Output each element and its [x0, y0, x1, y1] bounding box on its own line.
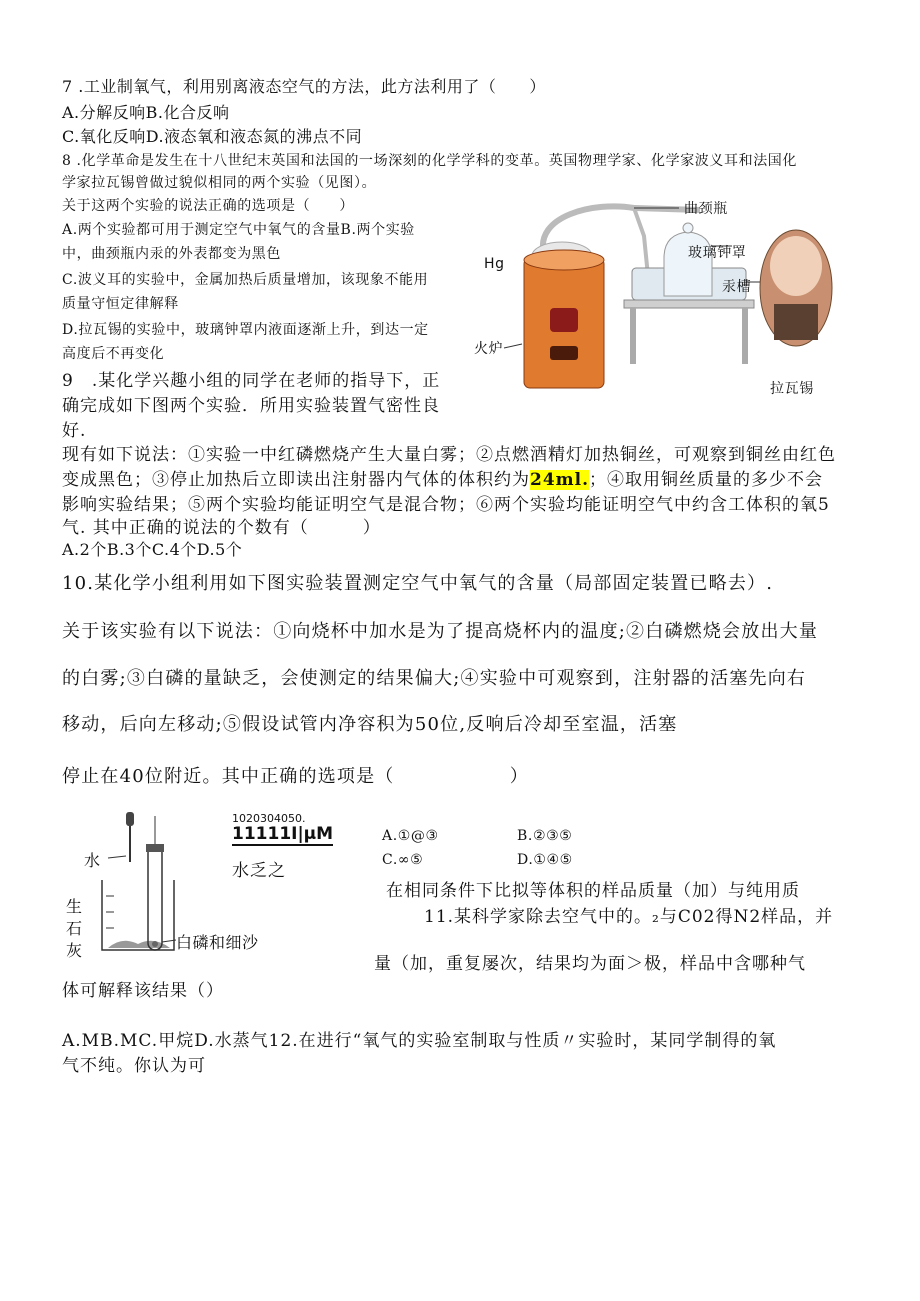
table-leg-left [630, 308, 636, 364]
label-quicklime-1: 生 [66, 897, 83, 916]
syringe-marks: 11111I|μM [232, 824, 334, 844]
table-top [624, 300, 754, 308]
test-tube-stopper [146, 844, 164, 852]
q8-stem-line1: 8 .化学革命是发生在十八世纪末英国和法国的一场深刻的化学学科的变革。英国物理学家、化学家波义耳和法国化 [62, 153, 798, 169]
q8-option-c-line2: 质量守恒定律解释 [62, 296, 179, 312]
syringe-scale: 1020304050. [232, 812, 306, 825]
lavoisier-apparatus-figure [474, 196, 844, 408]
q9-line7: 气. 其中正确的说法的个数有（ ） [62, 518, 381, 538]
q10-option-d: D.①④⑤ [517, 852, 573, 868]
q10-line4: 移动，后向左移动;⑤假设试管内净容积为50位,反响后冷却至室温，活塞 [62, 714, 678, 735]
q10-line2: 关于该实验有以下说法：①向烧杯中加水是为了提高烧杯内的温度;②白磷燃烧会放出大量 [62, 621, 819, 642]
white-phosphorus-sample [152, 941, 158, 947]
label-quicklime-3: 灰 [66, 941, 83, 960]
q9-highlight-volume: 24ml. [530, 470, 590, 490]
q7-stem: 7 .工业制氧气，利用别离液态空气的方法，此方法利用了（ ） [62, 77, 546, 96]
q8-option-a-line1: A.两个实验都可用于测定空气中氧气的含量B.两个实验 [62, 222, 415, 238]
q9-line1: 9 .某化学兴趣小组的同学在老师的指导下，正 [62, 371, 441, 391]
water-pointer [108, 856, 126, 858]
portrait-face [770, 236, 822, 296]
label-mercury-trough: 汞槽 [722, 279, 752, 295]
q8-ask: 关于这两个实验的说法正确的选项是（ ） [62, 198, 354, 214]
q9-line6: 影响实验结果；⑤两个实验均能证明空气是混合物；⑥两个实验均能证明空气中约含工体积的氧5 [62, 495, 830, 515]
q12-line2: 气不纯。你认为可 [62, 1056, 206, 1076]
q8-option-d-line2: 高度后不再变化 [62, 346, 165, 362]
table-leg-right [742, 308, 748, 364]
q9-line5-a: 变成黑色；③停止加热后立即读出注射器内气体的体积约为 [62, 470, 530, 490]
label-lavoisier: 拉瓦锡 [770, 381, 814, 397]
q10-option-c: C.∞⑤ [382, 852, 424, 868]
furnace-pointer [504, 344, 522, 348]
q10-line3: 的白雾;③白磷的量缺乏，会使测定的结果偏大;④实验中可观察到，注射器的活塞先向右 [62, 668, 807, 689]
furnace-top [524, 250, 604, 270]
q9-line4: 现有如下说法：①实验一中红磷燃烧产生大量白雾；②点燃酒精灯加热铜丝，可观察到铜丝由红色 [62, 445, 836, 465]
q12-line1: A.MB.MC.甲烷D.水蒸气12.在进行“氧气的实验室制取与性质〃实验时，某同学制得的氧 [62, 1031, 777, 1051]
q9-line2: 确完成如下图两个实验．所用实验装置气密性良 [62, 396, 440, 416]
q9-line5 [62, 465, 823, 490]
q9-options: A.2个B.3个C.4个D.5个 [62, 540, 243, 559]
q7-options-cd: C.氧化反响D.液态氧和液态氮的沸点不同 [62, 127, 363, 146]
label-mercury-hg: Hg [484, 256, 505, 272]
label-furnace: 火炉 [474, 341, 504, 357]
q11-line1: 11.某科学家除去空气中的。₂与C02得N2样品，并 [424, 907, 834, 927]
q8-option-d-line1: D.拉瓦锡的实验中，玻璃钟罩内液面逐渐上升，到达一定 [62, 322, 429, 338]
q8-stem-line2: 学家拉瓦锡曾做过貌似相同的两个实验（见图）。 [62, 175, 377, 191]
q10-line1: 10.某化学小组利用如下图实验装置测定空气中氧气的含量（局部固定装置已略去）. [62, 573, 774, 594]
q7-options-ab: A.分解反响B.化合反响 [62, 103, 230, 122]
q8-option-a-line2: 中，曲颈瓶内汞的外表都变为黑色 [62, 246, 281, 262]
label-quicklime-2: 石 [66, 919, 83, 938]
q9-line3: 好. [62, 421, 87, 441]
furnace-fire-window [550, 308, 578, 332]
furnace-vent [550, 346, 578, 360]
q9-line5-b: ；④取用铜丝质量的多少不会 [589, 470, 824, 490]
portrait-coat [774, 304, 818, 340]
label-glass-bell-jar: 玻璃钟罩 [688, 245, 747, 261]
q10-option-b: B.②③⑤ [517, 828, 573, 844]
water-text: 水乏之 [232, 861, 286, 881]
label-white-phosphorus-sand: 白磷和细沙 [176, 933, 259, 952]
q8-option-c-line1: C.波义耳的实验中，金属加热后质量增加，该现象不能用 [62, 272, 429, 288]
test-tube [148, 846, 162, 950]
q11-line3: 体可解释该结果（） [62, 981, 224, 1001]
dropper-bulb [126, 812, 134, 826]
q10-option-a: A.①@③ [382, 828, 439, 844]
q10-line5: 停止在40位附近。其中正确的选项是（ ） [62, 766, 529, 787]
label-curved-flask: 曲颈瓶 [684, 201, 728, 217]
apparatus-illustration [474, 196, 844, 408]
label-water: 水 [84, 851, 101, 870]
beaker [102, 880, 174, 950]
q11-line-pre: 在相同条件下比拟等体积的样品质量（加）与纯用质 [386, 881, 800, 901]
bell-jar-knob [683, 223, 693, 233]
q11-line2: 量（加，重复屡次，结果均为面＞极，样品中含哪种气 [374, 954, 806, 974]
